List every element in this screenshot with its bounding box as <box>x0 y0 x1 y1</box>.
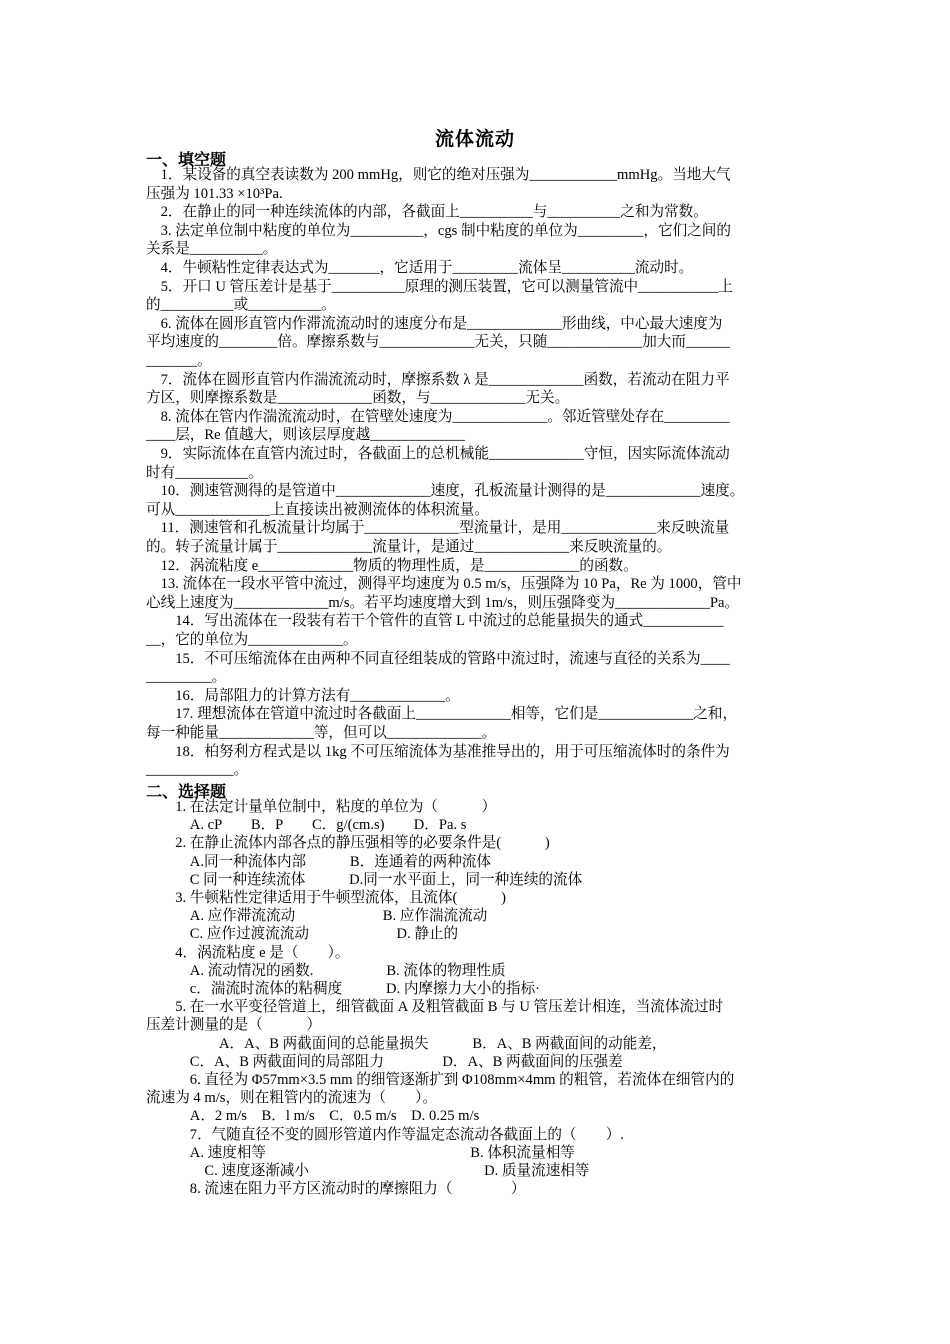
question-line: 11．测速管和孔板流量计均属于_____________型流量计，是用_____________来反映流量 <box>146 520 730 537</box>
question-line: C. 应作过渡流流动 D. 静止的 <box>146 926 459 943</box>
question-line: 1．某设备的真空表读数为 200 mmHg，则它的绝对压强为____________mmHg。当地大气 <box>146 167 731 183</box>
question-line: 17. 理想流体在管道中流过时各截面上_____________相等，它们是_____________之和， <box>146 706 738 723</box>
question-line: C．A、B 两截面间的局部阻力 D．A、B 两截面间的压强差 <box>146 1053 623 1070</box>
question-line: C. 速度逐渐减小 D. 质量流速相等 <box>146 1163 590 1179</box>
question-line: 2．在静止的同一种连续流体的内部，各截面上__________与__________之和为常数。 <box>146 204 708 221</box>
question-line: 1. 在法定计量单位制中，粘度的单位为（ ） <box>146 799 497 815</box>
question-line: ____________。 <box>146 762 249 779</box>
question-line: C 同一种连续流体 D.同一水平面上，同一种连续的流体 <box>146 871 583 888</box>
question-line: 15．不可压缩流体在由两种不同直径组装成的管路中流过时，流速与直径的关系为____ <box>146 650 730 667</box>
question-line: 压强为 101.33 ×10³Pa. <box>146 185 283 202</box>
question-line: 流速为 4 m/s，则在粗管内的流速为（ ）。 <box>146 1090 438 1107</box>
question-line: 8. 流速在阻力平方区流动时的摩擦阻力（ ） <box>146 1181 526 1198</box>
question-line: 13. 流体在一段水平管中流过，测得平均速度为 0.5 m/s，压强降为 10 Pa，Re 为 1000，管中 <box>146 576 742 593</box>
question-line: 压差计测量的是（ ） <box>146 1017 322 1034</box>
question-line: __，它的单位为_____________。 <box>146 632 358 648</box>
question-line: 的__________或__________。 <box>146 297 336 314</box>
question-line: 6. 直径为 Φ57mm×3.5 mm 的细管逐渐扩到 Φ108mm×4mm 的粗管，若流体在细管内的 <box>146 1072 735 1088</box>
question-line: 2. 在静止流体内部各点的静压强相等的必要条件是( ) <box>146 835 550 852</box>
question-line: 14．写出流体在一段装有若干个管件的直管 L 中流过的总能量损失的通式___________ <box>146 613 724 630</box>
question-line: 9．实际流体在直管内流过时，各截面上的总机械能_____________守恒，因实际流体流动 <box>146 446 730 462</box>
question-line: A．A、B 两截面间的总能量损失 B．A、B 两截面间的动能差， <box>146 1035 667 1052</box>
question-line: A.同一种流体内部 B．连通着的两种流体 <box>146 853 491 870</box>
question-line: 3. 牛顿粘性定律适用于牛顿型流体，且流体( ) <box>146 890 506 906</box>
section-heading-multiple-choice: 二、选择题 <box>146 784 227 801</box>
question-line: 时有__________。 <box>146 464 263 481</box>
question-line: 6. 流体在圆形直管内作滞流流动时的速度分布是_____________形曲线，中心最大速度为 <box>146 315 723 332</box>
page-title: 流体流动 <box>434 129 515 150</box>
question-line: 10．测速管测得的是管道中_____________速度，孔板流量计测得的是_____________速度。 <box>146 483 745 500</box>
question-line: 方区，则摩擦系数是_____________函数，与_____________无关。 <box>146 390 570 407</box>
question-line: 每一种能量_____________等，但可以_____________。 <box>146 725 497 741</box>
question-line: ____层，Re 值越大，则该层厚度越_____________ <box>146 427 466 444</box>
section-heading-fill-blanks: 一、填空题 <box>146 152 227 169</box>
question-line: 5. 在一水平变径管道上，细管截面 A 及粗管截面 B 与 U 管压差计相连，当流体流过时 <box>146 999 724 1016</box>
question-line: 关系是__________。 <box>146 241 278 258</box>
question-line: 心线上速度为_____________m/s。若平均速度增大到 1m/s，则压强降变为_____________Pa。 <box>146 594 740 611</box>
question-line: 8. 流体在管内作湍流流动时，在管壁处速度为_____________。邻近管壁处存在_________ <box>146 408 730 425</box>
question-line: _________。 <box>146 669 227 686</box>
question-line: A．2 m/s B．l m/s C．0.5 m/s D. 0.25 m/s <box>146 1108 480 1125</box>
question-line: 18．柏努利方程式是以 1kg 不可压缩流体为基准推导出的，用于可压缩流体时的条件为 <box>146 743 730 760</box>
question-line: 平均速度的________倍。摩擦系数与_____________无关，只随_____________加大而______ <box>146 334 730 351</box>
question-line: A. cP B．P C．g/(cm.s) D．Pa. s <box>146 817 467 834</box>
question-line: 7．流体在圆形直管内作湍流流动时，摩擦系数 λ 是_____________函数，若流动在阻力平 <box>146 371 730 388</box>
question-line: 可从_____________上直接读出被测流体的体积流量。 <box>146 501 489 518</box>
question-line: c．湍流时流体的粘稠度 D. 内摩擦力大小的指标· <box>146 981 541 997</box>
question-line: 5．开口 U 管压差计是基于__________原理的测压装置，它可以测量管流中___________上 <box>146 278 733 295</box>
question-line: _______。 <box>146 353 212 369</box>
question-line: A. 应作滞流流动 B. 应作湍流流动 <box>146 908 488 925</box>
question-line: 16．局部阻力的计算方法有_____________。 <box>146 687 460 704</box>
question-line: 3. 法定单位制中粘度的单位为__________，cgs 制中粘度的单位为_________，它们之间的 <box>146 222 731 239</box>
question-line: 4．牛顿粘性定律表达式为_______，它适用于_________流体呈__________流动时。 <box>146 260 694 276</box>
question-line: 4．涡流粘度 e 是（ ）。 <box>146 944 350 961</box>
question-line: A. 速度相等 B. 体积流量相等 <box>146 1144 575 1161</box>
question-line: 7．气随直径不变的圆形管道内作等温定态流动各截面上的（ ）. <box>146 1126 624 1143</box>
question-line: 12．涡流粘度 e_____________物质的物理性质，是_____________的函数。 <box>146 557 638 574</box>
question-line: 的。转子流量计属于_____________流量计，是通过_____________来反映流量的。 <box>146 539 672 555</box>
question-line: A. 流动情况的函数. B. 流体的物理性质 <box>146 962 506 979</box>
